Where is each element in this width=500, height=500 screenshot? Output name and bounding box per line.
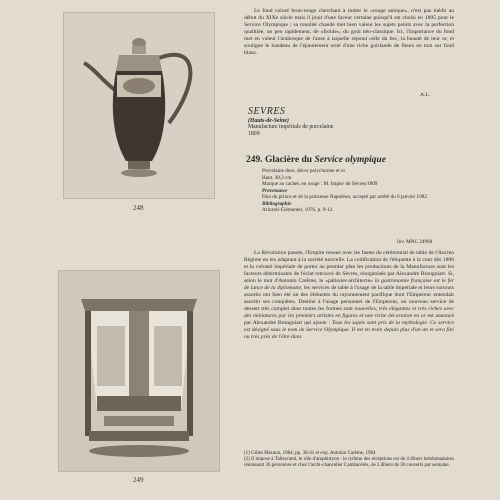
entry-title-plain: Glacière du: [265, 155, 315, 165]
footnote-2: (2) Il impose à Talleyrand, le rôle d'amphitryon : le rythme des réceptions est de 4 dîners hebdomadaires réunissant 36 personnes et chez l'archi-chancelier Cambacérès, de 2 dîners de 30 couverts par semaine.: [244, 457, 454, 468]
maker-manufacture: Manufacture impériale de porcelaine: [248, 124, 334, 130]
author-signature: A.L.: [420, 92, 431, 98]
photo-ice-pail: [58, 270, 220, 472]
bibliography-text: Arizzoli-Clémentel, 1976, p. 9-12.: [262, 207, 334, 213]
entry-details: [262, 168, 452, 214]
body-part-3: est annoncé par Alexandre Brongniart qui ajoute :: [244, 313, 454, 326]
provenance-label: Provenance: [262, 187, 288, 194]
photo-coffee-pot: [63, 12, 215, 199]
body-italic-1: la gastronomie française est le fer de lance de la diplomatie: [244, 278, 455, 291]
footnote-1: (1) Gilles Mouton, 1984, pp. 38-41 et exp. Antonin Carême, 1984: [244, 451, 376, 456]
intro-text: [244, 8, 454, 57]
body-part-1: La Révolution passée, l'Empire renoue avec les fastes du cérémonial de table de l'Ancien Régime en les adaptant à la société nouvelle. La codification de l'étiquette à la cour dès 1806 et la volonté impériale de porter au premier plan les productions de la Manufacture sont les facteurs déterminants de l'éclat retrouvé de Sèvres, réorganisée par Alexandre Brongniart. Si, selon le mot d'Antonin Carême, le «pâtissier-architecte»: [244, 250, 454, 284]
maker-name: SEVRES: [248, 106, 286, 117]
entry-title-italic: Service olympique: [314, 155, 386, 165]
intro-paragraph: Le fond coloré brun-rouge cherchant à imiter le «rouge antique», n'est pas inédit au début du XIXe siècle mais il jouit d'une faveur certaine puisqu'il est choisi en 1805 pour le Service Olympique ; sa tonalité chaude met bien valeur les sujets peints avec la perfection qualitiée, un peu rapidement, de «froide», du goût néo-classique. Ici, l'importance du fond met en valeur l'arabesque de l'anse à laquelle répond celle du bec, la beauté de leur or, et souligne le bandeau de l'épaulement orné d'une riche guirlande de fleurs en tors sur fond blanc.: [244, 8, 454, 56]
bibliography-label: Bibliographie: [262, 200, 292, 207]
body-paragraph: [244, 250, 454, 341]
detail-material: Porcelaine dure, décor polychrome et or: [262, 168, 346, 174]
body-italic-2: nouvelles, très élégantes et très riches avec des miniatures par les premiers artistes en figures et une riche décoration en or: [244, 306, 454, 319]
footnotes: [244, 451, 454, 469]
ice-pail-illustration: [59, 271, 219, 471]
body-italic-3: Tous les sujets sont pris de la mythologie. Ce service est désigné sous le nom de Service Olympique. Il est en train depuis plus d'un an et sera fini ou très près de l'être dans: [244, 320, 454, 340]
body-part-2: , les services de table à l'usage de la table impériale et leurs surtouts assortis ont bien été un des éléments du rayonnement pacifique dont l'Empereur entendait assortir ses conquêtes. Destiné à l'usage personnel de l'Empereur, un nouveau service de dessert très complet dont toutes les formes sont: [244, 285, 454, 312]
inventory-number: Inv. MNC 24960: [397, 239, 433, 245]
entry-title: [246, 155, 386, 165]
maker-year: 1809: [248, 131, 260, 137]
maker-block: [248, 106, 448, 138]
detail-height: Haut. 30,3 cm: [262, 174, 292, 181]
entry-number: 249.: [246, 155, 263, 165]
coffee-pot-illustration: [64, 13, 214, 198]
detail-mark: Marque au cachet, en rouge : M. Imple/ de Sèvres/1809: [262, 181, 378, 187]
body-text: [244, 250, 454, 341]
maker-region: (Hauts-de-Seine): [248, 118, 289, 124]
figure-caption-248: 248: [133, 204, 144, 212]
figure-caption-249: 249: [133, 476, 144, 484]
provenance-text: Don du prince et de la princesse Napoléon, accepté par arrêté du 6 janvier 1982: [262, 194, 427, 200]
